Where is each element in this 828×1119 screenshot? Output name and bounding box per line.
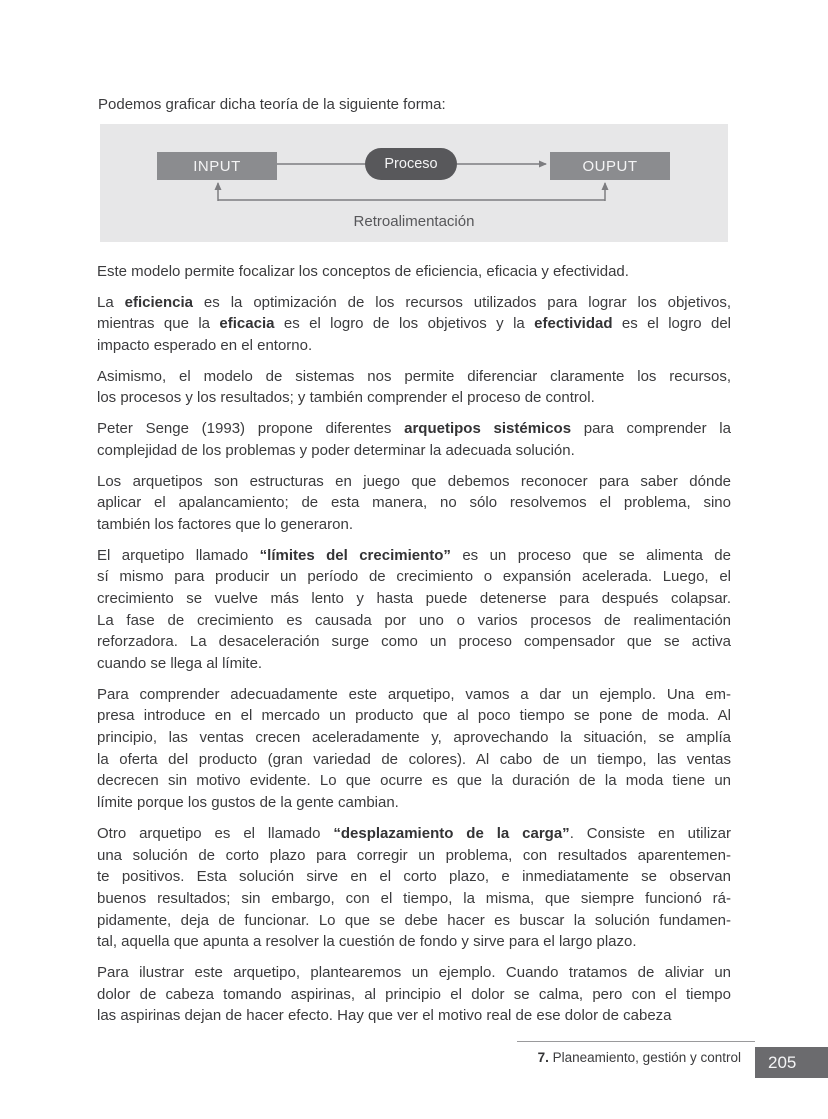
- diagram-feedback-label: Retroalimentación: [353, 213, 475, 230]
- paragraph: [97, 684, 731, 814]
- text-line: complejidad de los problemas y poder determinar la adecuada solución.: [97, 441, 575, 459]
- diagram-process-node: [365, 148, 457, 180]
- text-line: sí mismo para producir un período de crecimiento o expansión acelerada. Luego, el: [97, 568, 731, 586]
- footer-rule: [517, 1041, 755, 1042]
- text-line: decrecen sin motivo evidente. Lo que ocurre es que la duración de la moda tiene un: [97, 772, 731, 790]
- paragraph: [97, 545, 731, 675]
- page-number-badge: 205: [755, 1047, 828, 1078]
- diagram-input-label: INPUT: [193, 157, 241, 175]
- diagram-output-label: OUPUT: [582, 157, 638, 175]
- text-line: los procesos y los resultados; y también comprender el proceso de control.: [97, 389, 595, 407]
- diagram-input-box: [157, 152, 277, 180]
- text-line: una solución de corto plazo para corregir un problema, con resultados aparentemen-: [97, 846, 731, 864]
- text-line: Peter Senge (1993) propone diferentes arquetipos sistémicos para comprender la: [97, 420, 731, 438]
- text-line: límite porque los gustos de la gente cambian.: [97, 794, 399, 812]
- text-line: pidamente, deja de funcionar. Lo que se debe hacer es buscar la solución fundamen-: [97, 911, 731, 929]
- text-line: tal, aquella que apunta a resolver la cuestión de fondo y sirve para el largo plazo.: [97, 933, 637, 951]
- text-line: mientras que la eficacia es el logro de los objetivos y la efectividad es el logro del: [97, 315, 731, 333]
- text-line: Para ilustrar este arquetipo, plantearemos un ejemplo. Cuando tratamos de aliviar un: [97, 963, 731, 981]
- text-line: dolor de cabeza tomando aspirinas, al principio el dolor se calma, pero con el tiempo: [97, 985, 731, 1003]
- paragraph: [97, 418, 731, 461]
- text-line: Asimismo, el modelo de sistemas nos permite diferenciar claramente los recursos,: [97, 367, 731, 385]
- text-line: aplicar el apalancamiento; de esta manera, no sólo resolvemos el problema, sino: [97, 494, 731, 512]
- diagram-process-label: Proceso: [384, 156, 438, 172]
- footer-chapter: [538, 1049, 741, 1066]
- text-line: Otro arquetipo es el llamado “desplazamiento de la carga”. Consiste en utilizar: [97, 824, 731, 842]
- intro-line: Podemos graficar dicha teoría de la siguiente forma:: [98, 96, 446, 113]
- footer-chapter-title: Planeamiento, gestión y control: [548, 1050, 741, 1065]
- text-line: La fase de crecimiento es causada por uno o varios procesos de realimentación: [97, 611, 731, 629]
- paragraph: [97, 823, 731, 953]
- text-line: El arquetipo llamado “límites del crecimiento” es un proceso que se alimenta de: [97, 546, 731, 564]
- text-line: cuando se llega al límite.: [97, 655, 263, 672]
- text-line: reforzadora. La desaceleración surge como un proceso compensador que se activa: [97, 633, 731, 651]
- text-line: las aspirinas dejan de hacer efecto. Hay que ver el motivo real de ese dolor de cabeza: [97, 1007, 672, 1025]
- text-line: también los factores que lo generaron.: [97, 515, 353, 533]
- text-line: Este modelo permite focalizar los conceptos de eficiencia, eficacia y efectividad.: [97, 263, 629, 280]
- text-line: Para comprender adecuadamente este arquetipo, vamos a dar un ejemplo. Una em-: [97, 685, 731, 703]
- text-line: principio, las ventas crecen aceleradamente y, aprovechando la situación, se amplía: [97, 729, 731, 747]
- text-line: La eficiencia es la optimización de los recursos utilizados para lograr los objetivos,: [97, 293, 731, 311]
- text-line: impacto esperado en el entorno.: [97, 337, 313, 355]
- paragraph: [97, 471, 731, 536]
- text-line: te positivos. Esta solución sirve en el corto plazo, e inmediatamente se observan: [97, 868, 731, 886]
- footer-chapter-number: 7.: [537, 1050, 549, 1065]
- text-line: Los arquetipos son estructuras en juego que debemos reconocer para saber dónde: [97, 472, 731, 490]
- paragraph: [97, 261, 731, 283]
- text-line: la oferta del producto (gran variedad de colores). Al cabo de un tiempo, las ventas: [97, 750, 731, 768]
- paragraph: [97, 962, 731, 1027]
- paragraph: [97, 366, 731, 409]
- system-diagram: [100, 124, 728, 242]
- text-line: presa introduce en el mercado un producto que al poco tiempo se pone de moda. Al: [97, 707, 731, 725]
- text-line: buenos resultados; sin embargo, con el tiempo, la misma, que siempre funcionó rá-: [97, 889, 731, 907]
- diagram-output-box: [550, 152, 670, 180]
- paragraph: [97, 292, 731, 357]
- paragraphs: [97, 261, 731, 1036]
- text-line: crecimiento se vuelve más lento y hasta puede detenerse para después colapsar.: [97, 589, 731, 607]
